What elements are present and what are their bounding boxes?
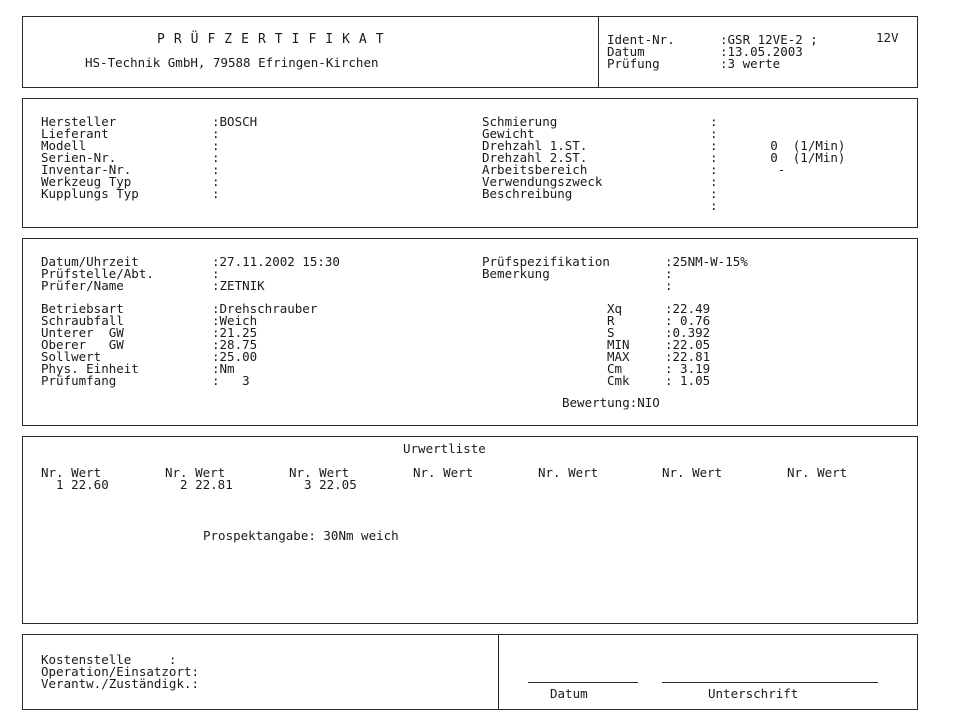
certificate-title: PRÜFZERTIFIKAT — [157, 32, 393, 47]
test-stat-label: S — [607, 325, 615, 340]
urwert-value: 1 22.60 — [41, 477, 109, 492]
company-name: HS-Technik GmbH, 79588 Efringen-Kirchen — [85, 55, 379, 70]
kostenstelle-label: Kostenstelle : — [41, 652, 177, 667]
device-field-value: : — [212, 126, 220, 141]
device-spec-value: : — [710, 198, 718, 213]
test-param-value: :Nm — [212, 361, 235, 376]
test-stat-value: :22.81 — [665, 349, 711, 364]
device-field-value: :BOSCH — [212, 114, 258, 129]
device-spec-label: Schmierung — [482, 114, 558, 129]
device-field-value: : — [212, 150, 220, 165]
test-info-value: :ZETNIK — [212, 278, 265, 293]
device-spec-value: : — [710, 174, 718, 189]
device-spec-label: Verwendungszweck — [482, 174, 603, 189]
ident-label: Ident-Nr. — [607, 32, 675, 47]
device-field-label: Inventar-Nr. — [41, 162, 132, 177]
test-info-value: : — [212, 266, 220, 281]
test-spec-label: Bemerkung — [482, 266, 550, 281]
device-spec-label: Arbeitsbereich — [482, 162, 588, 177]
test-param-value: :21.25 — [212, 325, 258, 340]
device-spec-label: Drehzahl 1.ST. — [482, 138, 588, 153]
test-info-label: Prüfstelle/Abt. — [41, 266, 154, 281]
test-param-label: Unterer GW — [41, 325, 124, 340]
test-stat-label: MAX — [607, 349, 630, 364]
prospekt-note: Prospektangabe: 30Nm weich — [203, 528, 399, 543]
device-spec-value: : — [710, 114, 718, 129]
test-param-value: :Drehschrauber — [212, 301, 318, 316]
device-field-label: Serien-Nr. — [41, 150, 117, 165]
datum-signature-line — [528, 682, 638, 683]
test-info-value: :27.11.2002 15:30 — [212, 254, 340, 269]
test-info-label: Datum/Uhrzeit — [41, 254, 139, 269]
test-stat-value: : 0.76 — [665, 313, 711, 328]
device-spec-value: : - — [710, 162, 786, 177]
test-box — [22, 238, 918, 426]
device-field-value: : — [212, 138, 220, 153]
bewertung-result: Bewertung:NIO — [562, 395, 660, 410]
operation-label: Operation/Einsatzort: — [41, 664, 200, 679]
test-stat-value: : 3.19 — [665, 361, 711, 376]
urwert-column-header: Nr. Wert — [289, 465, 350, 480]
device-spec-value: : 0 (1/Min) — [710, 150, 846, 165]
datum-value: :13.05.2003 — [720, 44, 803, 59]
test-stat-value: : 1.05 — [665, 373, 711, 388]
device-field-label: Kupplungs Typ — [41, 186, 139, 201]
device-field-value: : — [212, 186, 220, 201]
device-field-label: Hersteller — [41, 114, 117, 129]
urwert-column-header: Nr. Wert — [538, 465, 599, 480]
test-param-value: : 3 — [212, 373, 250, 388]
urwert-column-header: Nr. Wert — [413, 465, 474, 480]
test-stat-label: Cm — [607, 361, 623, 376]
test-info-label: Prüfer/Name — [41, 278, 124, 293]
test-param-label: Phys. Einheit — [41, 361, 139, 376]
voltage-value: 12V — [876, 30, 899, 45]
urwert-column-header: Nr. Wert — [41, 465, 102, 480]
urwert-value: 2 22.81 — [165, 477, 233, 492]
device-field-label: Werkzeug Typ — [41, 174, 132, 189]
test-spec-value: : — [665, 278, 673, 293]
urwert-column-header: Nr. Wert — [787, 465, 848, 480]
pruefung-label: Prüfung — [607, 56, 660, 71]
test-stat-label: MIN — [607, 337, 630, 352]
datum-label: Datum — [607, 44, 645, 59]
ident-value: :GSR 12VE-2 ; — [720, 32, 818, 47]
urwert-title: Urwertliste — [403, 441, 486, 456]
test-param-label: Schraubfall — [41, 313, 124, 328]
test-spec-value: :25NM-W-15% — [665, 254, 748, 269]
footer-divider — [498, 634, 499, 710]
urwert-column-header: Nr. Wert — [662, 465, 723, 480]
verantw-label: Verantw./Zuständigk.: — [41, 676, 200, 691]
test-param-label: Betriebsart — [41, 301, 124, 316]
test-stat-value: :22.49 — [665, 301, 711, 316]
urwert-value: 3 22.05 — [289, 477, 357, 492]
unterschrift-caption: Unterschrift — [708, 686, 799, 701]
device-spec-value: : — [710, 126, 718, 141]
datum-caption: Datum — [550, 686, 588, 701]
test-stat-value: :22.05 — [665, 337, 711, 352]
device-field-label: Lieferant — [41, 126, 109, 141]
device-field-value: : — [212, 162, 220, 177]
test-param-label: Oberer GW — [41, 337, 124, 352]
device-spec-value: : 0 (1/Min) — [710, 138, 846, 153]
test-param-value: :28.75 — [212, 337, 258, 352]
device-spec-label: Gewicht — [482, 126, 535, 141]
device-field-label: Modell — [41, 138, 87, 153]
test-param-label: Prüfumfang — [41, 373, 117, 388]
urwert-column-header: Nr. Wert — [165, 465, 226, 480]
test-stat-label: Cmk — [607, 373, 630, 388]
pruefung-value: :3 werte — [720, 56, 781, 71]
test-stat-value: :0.392 — [665, 325, 711, 340]
test-param-label: Sollwert — [41, 349, 102, 364]
header-divider — [598, 16, 599, 88]
test-stat-label: R — [607, 313, 615, 328]
test-param-value: :Weich — [212, 313, 258, 328]
test-param-value: :25.00 — [212, 349, 258, 364]
test-spec-label: Prüfspezifikation — [482, 254, 610, 269]
device-spec-value: : — [710, 186, 718, 201]
device-field-value: : — [212, 174, 220, 189]
device-spec-label: Beschreibung — [482, 186, 573, 201]
device-spec-label: Drehzahl 2.ST. — [482, 150, 588, 165]
unterschrift-signature-line — [662, 682, 878, 683]
test-stat-label: Xq — [607, 301, 623, 316]
test-spec-value: : — [665, 266, 673, 281]
